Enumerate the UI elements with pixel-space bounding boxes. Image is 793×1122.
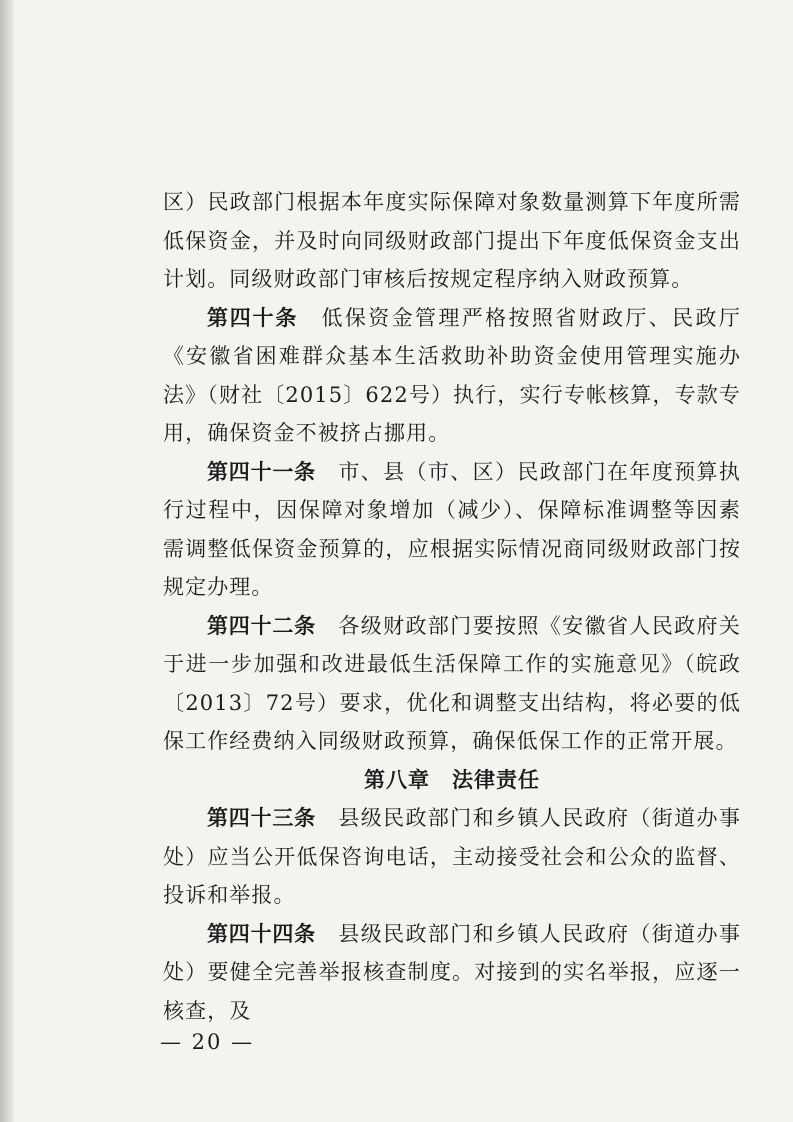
article-40 bbox=[163, 299, 741, 453]
article-43-label: 第四十三条 bbox=[207, 806, 316, 830]
chapter-8-title: 第八章 法律责任 bbox=[364, 767, 540, 792]
page-number: — 20 — bbox=[160, 1030, 255, 1054]
article-44-text: 县级民政部门和乡镇人民政府（街道办事处）要健全完善举报核查制度。对接到的实名举报，应逐一核查，及 bbox=[163, 921, 741, 1023]
article-42-label: 第四十二条 bbox=[207, 613, 316, 638]
article-44-label: 第四十四条 bbox=[207, 921, 316, 946]
article-42 bbox=[163, 607, 741, 761]
article-41 bbox=[163, 453, 741, 607]
article-41-label: 第四十一条 bbox=[207, 459, 316, 484]
scan-edge-shadow bbox=[0, 0, 14, 1122]
paragraph-continuation: 区）民政部门根据本年度实际保障对象数量测算下年度所需低保资金，并及时向同级财政部门提出下年度低保资金支出计划。同级财政部门审核后按规定程序纳入财政预算。 bbox=[163, 190, 741, 291]
article-40-label: 第四十条 bbox=[207, 305, 299, 330]
article-43 bbox=[163, 799, 741, 915]
document-body bbox=[163, 183, 741, 1030]
article-41-text: 市、县（市、区）民政部门在年度预算执行过程中，因保障对象增加（减少）、保障标准调整等因素需调整低保资金预算的，应根据实际情况商同级财政部门按规定办理。 bbox=[163, 459, 741, 599]
article-42-text: 各级财政部门要按照《安徽省人民政府关于进一步加强和改进最低生活保障工作的实施意见》（皖政〔2013〕72号）要求，优化和调整支出结构，将必要的低保工作经费纳入同级财政预算，确保低保工作的正常开展。 bbox=[163, 613, 741, 753]
article-40-text: 低保资金管理严格按照省财政厅、民政厅《安徽省困难群众基本生活救助补助资金使用管理实施办法》（财社〔2015〕622号）执行，实行专帐核算，专款专用，确保资金不被挤占挪用。 bbox=[163, 305, 741, 445]
article-43-text: 县级民政部门和乡镇人民政府（街道办事处）应当公开低保咨询电话，主动接受社会和公众的监督、投诉和举报。 bbox=[163, 806, 741, 907]
article-44 bbox=[163, 915, 741, 1031]
